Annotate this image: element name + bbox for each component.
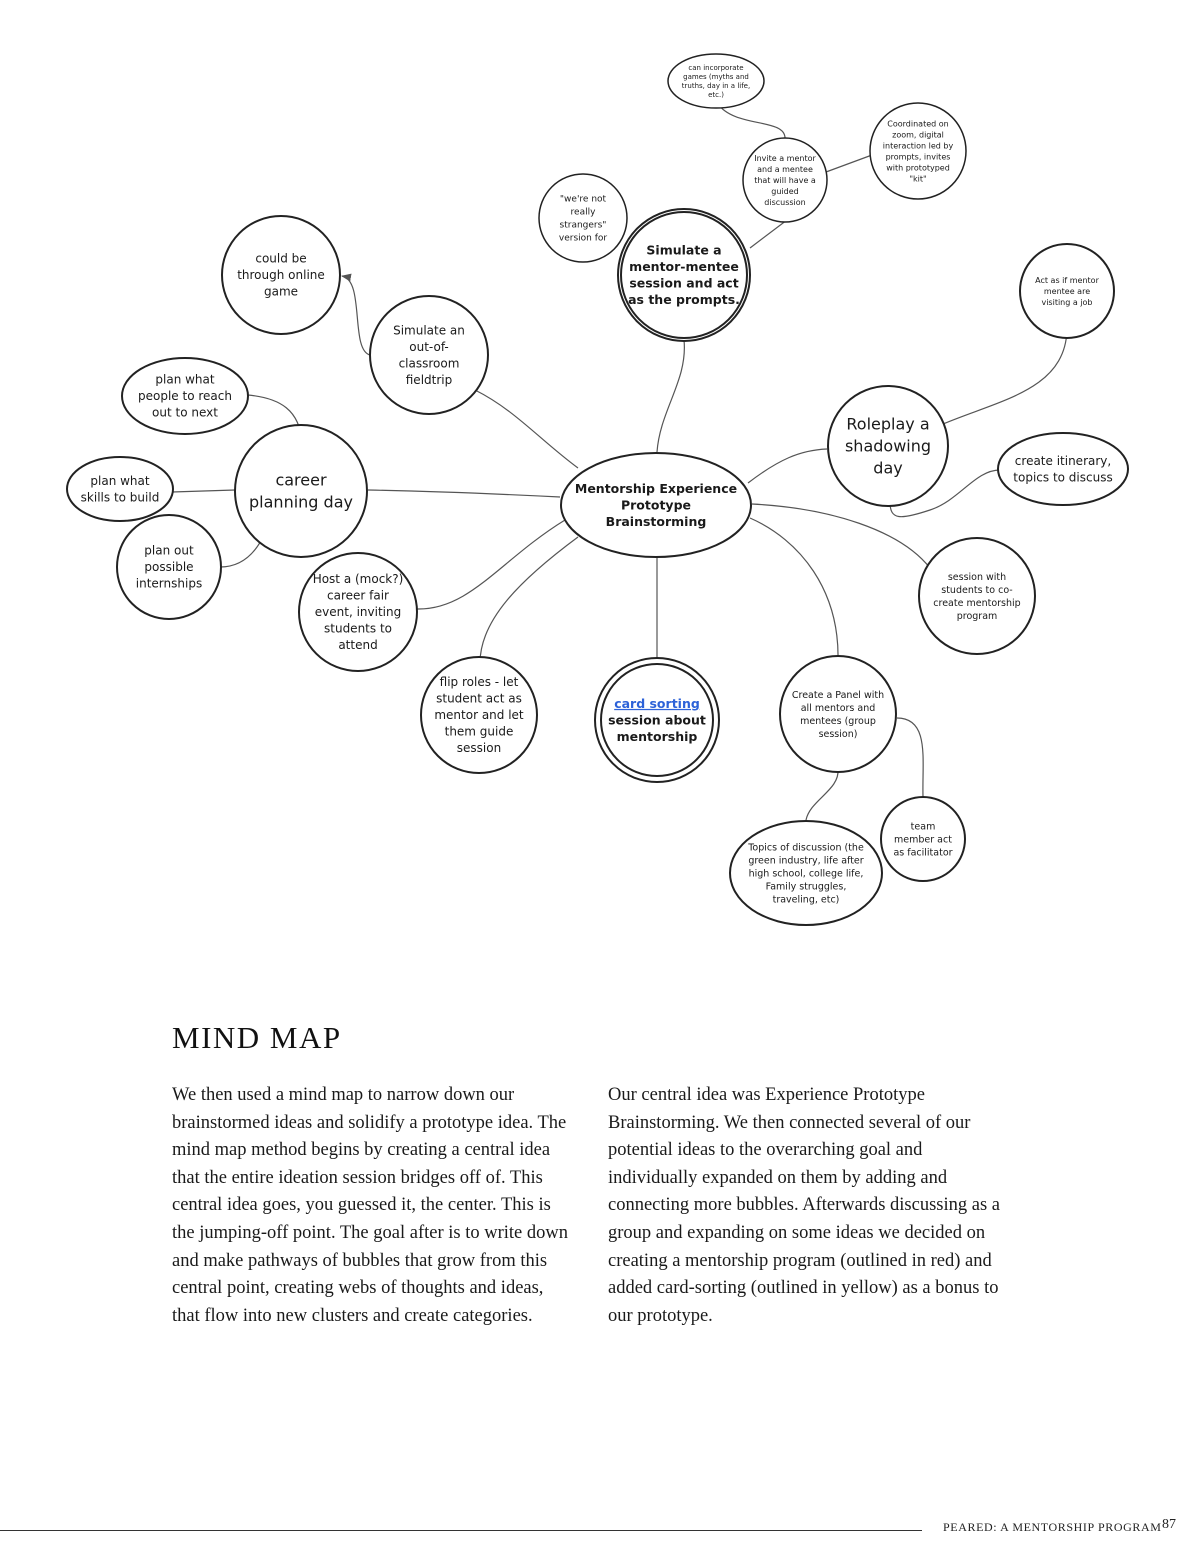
node-career — [235, 425, 367, 557]
node-label-line: discussion — [764, 197, 806, 207]
node-label-line: people to reach — [138, 389, 232, 404]
page-number: 87 — [1162, 1517, 1176, 1532]
node-label-line: Host a (mock?) — [312, 572, 404, 587]
node-center — [561, 453, 751, 557]
edge-center-cocreate — [752, 504, 930, 568]
node-label-line: version for — [558, 233, 608, 244]
edge-invite-zoom — [826, 155, 872, 172]
node-label-line: create itinerary, — [1014, 453, 1112, 468]
node-label-line: Prototype — [620, 497, 692, 513]
node-games — [668, 54, 764, 108]
node-skills — [67, 457, 173, 521]
node-panel — [780, 656, 896, 772]
node-label-line: session and act — [629, 275, 739, 291]
node-label-line: Roleplay a — [846, 414, 930, 434]
footer-publication-title: PEARED: A MENTORSHIP PROGRAM — [943, 1520, 1162, 1534]
node-label-line: internships — [135, 576, 203, 591]
node-label-line: interaction led by — [882, 141, 954, 151]
node-label-line: classroom — [398, 356, 460, 371]
node-facilitator — [881, 797, 965, 881]
node-label-line: really — [570, 207, 596, 218]
node-label-line: Simulate an — [393, 323, 465, 338]
node-label-line: zoom, digital — [892, 130, 944, 140]
footer-rule — [0, 1530, 922, 1531]
node-label-line: career fair — [327, 588, 389, 603]
svg-text:card sortingsession aboutmento — [608, 696, 706, 744]
edge-shadowing-visiting — [943, 330, 1067, 424]
node-fair — [299, 553, 417, 671]
node-label-line: as the prompts. — [628, 292, 740, 308]
edge-center-flip — [480, 537, 578, 663]
edge-center-panel — [750, 518, 838, 662]
node-label-line: member act — [894, 834, 952, 846]
node-label-line: as facilitator — [893, 847, 953, 859]
node-shadowing — [828, 386, 948, 506]
section-heading: MIND MAP — [172, 1020, 342, 1055]
node-label-line: Family struggles, — [765, 881, 847, 893]
node-label-line: can incorporate — [688, 64, 744, 72]
node-invite — [743, 138, 827, 222]
node-online — [222, 216, 340, 334]
node-label-line: card sorting — [614, 695, 700, 711]
node-label-line: them guide — [444, 724, 514, 739]
node-label-line: skills to build — [80, 490, 160, 505]
node-label-line: session about — [608, 712, 706, 728]
edge-center-fieldtrip — [475, 390, 578, 468]
node-label-line: mentees (group — [800, 715, 876, 727]
node-label-line: "kit" — [909, 174, 927, 184]
node-cocreate — [919, 538, 1035, 654]
node-label-line: create mentorship — [933, 597, 1021, 609]
node-label-line: session) — [818, 728, 858, 740]
node-label-line: fieldtrip — [405, 372, 453, 387]
node-label-line: mentor and let — [434, 708, 524, 723]
node-topics — [730, 821, 882, 925]
node-label-line: etc.) — [708, 91, 724, 99]
node-label-line: possible — [144, 560, 194, 575]
node-label-line: mentor-mentee — [629, 259, 739, 275]
node-label-line: Act as if mentor — [1035, 275, 1099, 285]
node-label-line: day — [873, 458, 903, 478]
node-label-line: program — [956, 610, 998, 622]
node-label-line: students to co- — [941, 584, 1013, 596]
node-label-line: could be — [255, 251, 307, 266]
node-label-line: Brainstorming — [605, 513, 707, 529]
node-strangers — [539, 174, 627, 262]
node-label-line: high school, college life, — [748, 868, 864, 880]
node-label-line: mentee are — [1043, 286, 1091, 296]
body-text-column-2: Our central idea was Experience Prototype Brainstorming. We then connected several of our potential ideas to the overarching goal and individually expanded on them by adding and connecting more bubbles. Afterwards discussing as a group and expanding on some ideas we decided on creating a mentorship program (outlined in red) and added card-sorting (outlined in yellow) as a bonus to our prototype. — [608, 1085, 1001, 1326]
node-label-line: game — [263, 284, 299, 299]
node-label-line: green industry, life after — [748, 855, 864, 867]
svg-text:Act as if mentormentee arevisi — [1035, 276, 1099, 307]
node-fieldtrip — [370, 296, 488, 414]
node-label-line: Mentorship Experience — [574, 480, 738, 496]
node-internships — [117, 515, 221, 619]
node-label-line: students to — [324, 621, 392, 636]
node-label-line: guided — [771, 186, 799, 196]
node-label-line: Simulate a — [646, 242, 722, 258]
node-label-line: session with — [947, 571, 1007, 583]
node-label-line: career — [275, 470, 327, 490]
node-label-line: "we're not — [559, 194, 607, 205]
node-label-line: out to next — [152, 405, 218, 420]
edge-fieldtrip-online — [342, 276, 370, 355]
node-label-line: Topics of discussion (the — [748, 842, 864, 854]
node-label-line: traveling, etc) — [772, 894, 840, 906]
node-label-line: event, inviting — [314, 605, 402, 620]
edge-panel-topics — [806, 769, 838, 820]
node-label-line: attend — [338, 638, 378, 653]
node-label-line: Invite a mentor — [754, 153, 816, 163]
node-label-line: visiting a job — [1041, 297, 1093, 307]
node-flip — [421, 657, 537, 773]
node-label-line: out-of- — [409, 339, 449, 354]
edge-center-simulate — [657, 340, 684, 452]
edge-simulate-invite — [750, 220, 787, 248]
node-itinerary — [998, 433, 1128, 505]
node-label-line: games (myths and — [683, 73, 749, 81]
edge-panel-facilitator — [897, 718, 923, 797]
node-label-line: session — [456, 741, 502, 756]
node-label-line: all mentors and — [800, 702, 876, 714]
node-reach — [122, 358, 248, 434]
edge-career-skills — [172, 490, 235, 492]
node-label-line: planning day — [249, 492, 353, 512]
node-label-line: plan out — [144, 543, 194, 558]
edge-center-shadowing — [748, 449, 827, 483]
body-text-column-1: We then used a mind map to narrow down our brainstormed ideas and solidify a prototype idea. The mind map method begins by creating a central idea that the entire ideation session bridges off of. This central idea goes, you guessed it, the center. This is the jumping-off point. The goal after is to write down and make pathways of bubbles that grow from this central point, creating webs of thoughts and ideas, that flow into new clusters and create categories. — [172, 1085, 568, 1326]
edge-center-career — [368, 490, 560, 497]
node-label-line: through online — [237, 268, 325, 283]
node-label-line: plan what — [155, 372, 215, 387]
node-label-line: plan what — [90, 473, 150, 488]
node-label-line: student act as — [436, 691, 522, 706]
node-card — [595, 658, 719, 782]
node-label-line: strangers" — [559, 220, 607, 231]
node-label-line: mentorship — [616, 728, 698, 744]
node-visiting — [1020, 244, 1114, 338]
node-label-line: flip roles - let — [439, 675, 519, 690]
node-label-line: with prototyped — [886, 163, 950, 173]
node-label-line: Create a Panel with — [791, 689, 885, 701]
node-label-line: prompts, invites — [885, 152, 951, 162]
node-label-line: that will have a — [754, 175, 816, 185]
svg-text:plan outpossibleinternships — [136, 544, 202, 591]
node-label-line: topics to discuss — [1013, 470, 1113, 485]
node-zoom — [870, 103, 966, 199]
node-label-line: and a mentee — [757, 164, 813, 174]
edge-invite-games — [718, 104, 785, 138]
node-label-line: truths, day in a life, — [681, 82, 751, 90]
node-label-line: Coordinated on — [887, 119, 949, 129]
node-label-line: team — [910, 821, 936, 833]
node-simulate — [618, 209, 750, 341]
node-label-line: shadowing — [844, 436, 932, 456]
